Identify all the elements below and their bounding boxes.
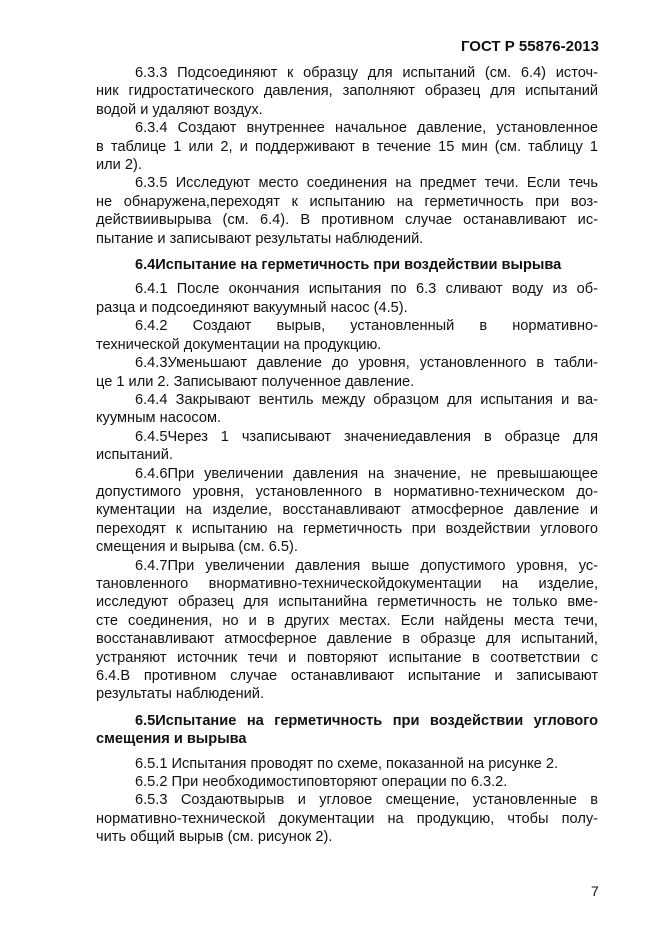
text-line: це 1 или 2. Записывают полученное давление. (96, 373, 415, 390)
text-line: водой и удаляют воздух. (96, 101, 263, 118)
text-line: результаты наблюдений. (96, 686, 265, 703)
text-line: 6.5Испытание на герметичность при воздействии углового (135, 712, 598, 729)
text-line: ник гидростатического давления, заполняют образец для испытаний (96, 83, 598, 100)
document-header: ГОСТ Р 55876-2013 (460, 38, 599, 55)
paragraph (96, 280, 598, 317)
text-line: тановленного внормативно-техническойдокументации на изделие, (96, 575, 598, 592)
text-line: пытание и записывают результаты наблюдений. (96, 230, 424, 247)
paragraph (96, 317, 598, 354)
text-line: 6.4.4 Закрывают вентиль между образцом для испытания и ва- (135, 391, 598, 408)
text-line: переходят к испытанию на герметичность при воздействии углового (96, 520, 598, 537)
text-line: 6.4.В противном случае останавливают испытание и записывают (96, 668, 598, 684)
text-line: 6.4.7При увеличении давления выше допустимого уровня, ус- (135, 557, 598, 574)
text-line: 6.4.3Уменьшают давление до уровня, установленного в табли- (135, 355, 598, 372)
paragraph (96, 773, 598, 791)
text-line: в таблице 1 или 2, и поддерживают в течение 15 мин (см. таблицу 1 (96, 138, 598, 155)
text-line: кументации на изделие, восстанавливают атмосферное давление и (96, 502, 598, 519)
text-line: действиивырыва (см. 6.4). В противном случае останавливают ис- (96, 212, 598, 229)
text-line: исследуют образец для испытанийна герметичность не только вме- (96, 594, 598, 611)
text-line: куумным насосом. (96, 410, 222, 427)
text-line: испытаний. (96, 447, 173, 464)
paragraph (96, 119, 598, 174)
section-heading (96, 256, 598, 274)
text-line: 6.3.4 Создают внутреннее начальное давление, установленное (135, 120, 598, 137)
text-line: восстанавливают атмосферное давление в образце для испытаний, (96, 631, 598, 648)
text-line: 6.4.5Через 1 чзаписывают значениедавления в образце для (135, 428, 598, 445)
paragraph (96, 465, 598, 557)
section-heading (96, 712, 598, 749)
text-line: 6.4.6При увеличении давления на значение, не превышающее (135, 465, 598, 482)
text-line: допустимого уровня, установленного в нормативно-техническом до- (96, 483, 598, 500)
text-line: чить общий вырыв (см. рисунок 2). (96, 829, 333, 846)
paragraph (96, 174, 598, 248)
paragraph (96, 791, 598, 846)
page-number: 7 (591, 883, 599, 899)
paragraph (96, 557, 598, 704)
text-line: сте соединения, но и в других местах. Если найдены места течи, (96, 612, 598, 629)
text-line: 6.5.3 Создаютвырыв и угловое смещение, установленные в (135, 792, 598, 809)
text-line: 6.4.2 Создают вырыв, установленный в нормативно- (135, 318, 598, 335)
text-line: устраняют источник течи и повторяют испытание в соответствии с (96, 649, 598, 666)
paragraph (96, 354, 598, 391)
document-body (96, 64, 598, 847)
text-line: 6.5.1 Испытания проводят по схеме, показанной на рисунке 2. (135, 755, 559, 772)
text-line: 6.4.1 После окончания испытания по 6.3 сливают воду из об- (135, 281, 598, 298)
paragraph (96, 391, 598, 428)
text-line: нормативно-технической документации на продукцию, чтобы полу- (96, 810, 598, 827)
paragraph (96, 428, 598, 465)
paragraph (96, 64, 598, 119)
text-line: 6.3.3 Подсоединяют к образцу для испытаний (см. 6.4) источ- (135, 65, 598, 81)
text-line: разца и подсоединяют вакуумный насос (4.5). (96, 299, 408, 316)
text-line: не обнаружена,переходят к испытанию на герметичность при воз- (96, 193, 598, 210)
text-line: технической документации на продукцию. (96, 336, 382, 353)
paragraph (96, 755, 598, 773)
text-line: смещения и вырыва (96, 731, 247, 748)
text-line: 6.3.5 Исследуют место соединения на предмет течи. Если течь (135, 175, 598, 192)
text-line: смещения и вырыва (см. 6.5). (96, 539, 298, 556)
text-line: 6.4Испытание на герметичность при воздействии вырыва (135, 257, 562, 274)
text-line: или 2). (96, 157, 142, 174)
text-line: 6.5.2 При необходимостиповторяют операции по 6.3.2. (135, 774, 508, 791)
